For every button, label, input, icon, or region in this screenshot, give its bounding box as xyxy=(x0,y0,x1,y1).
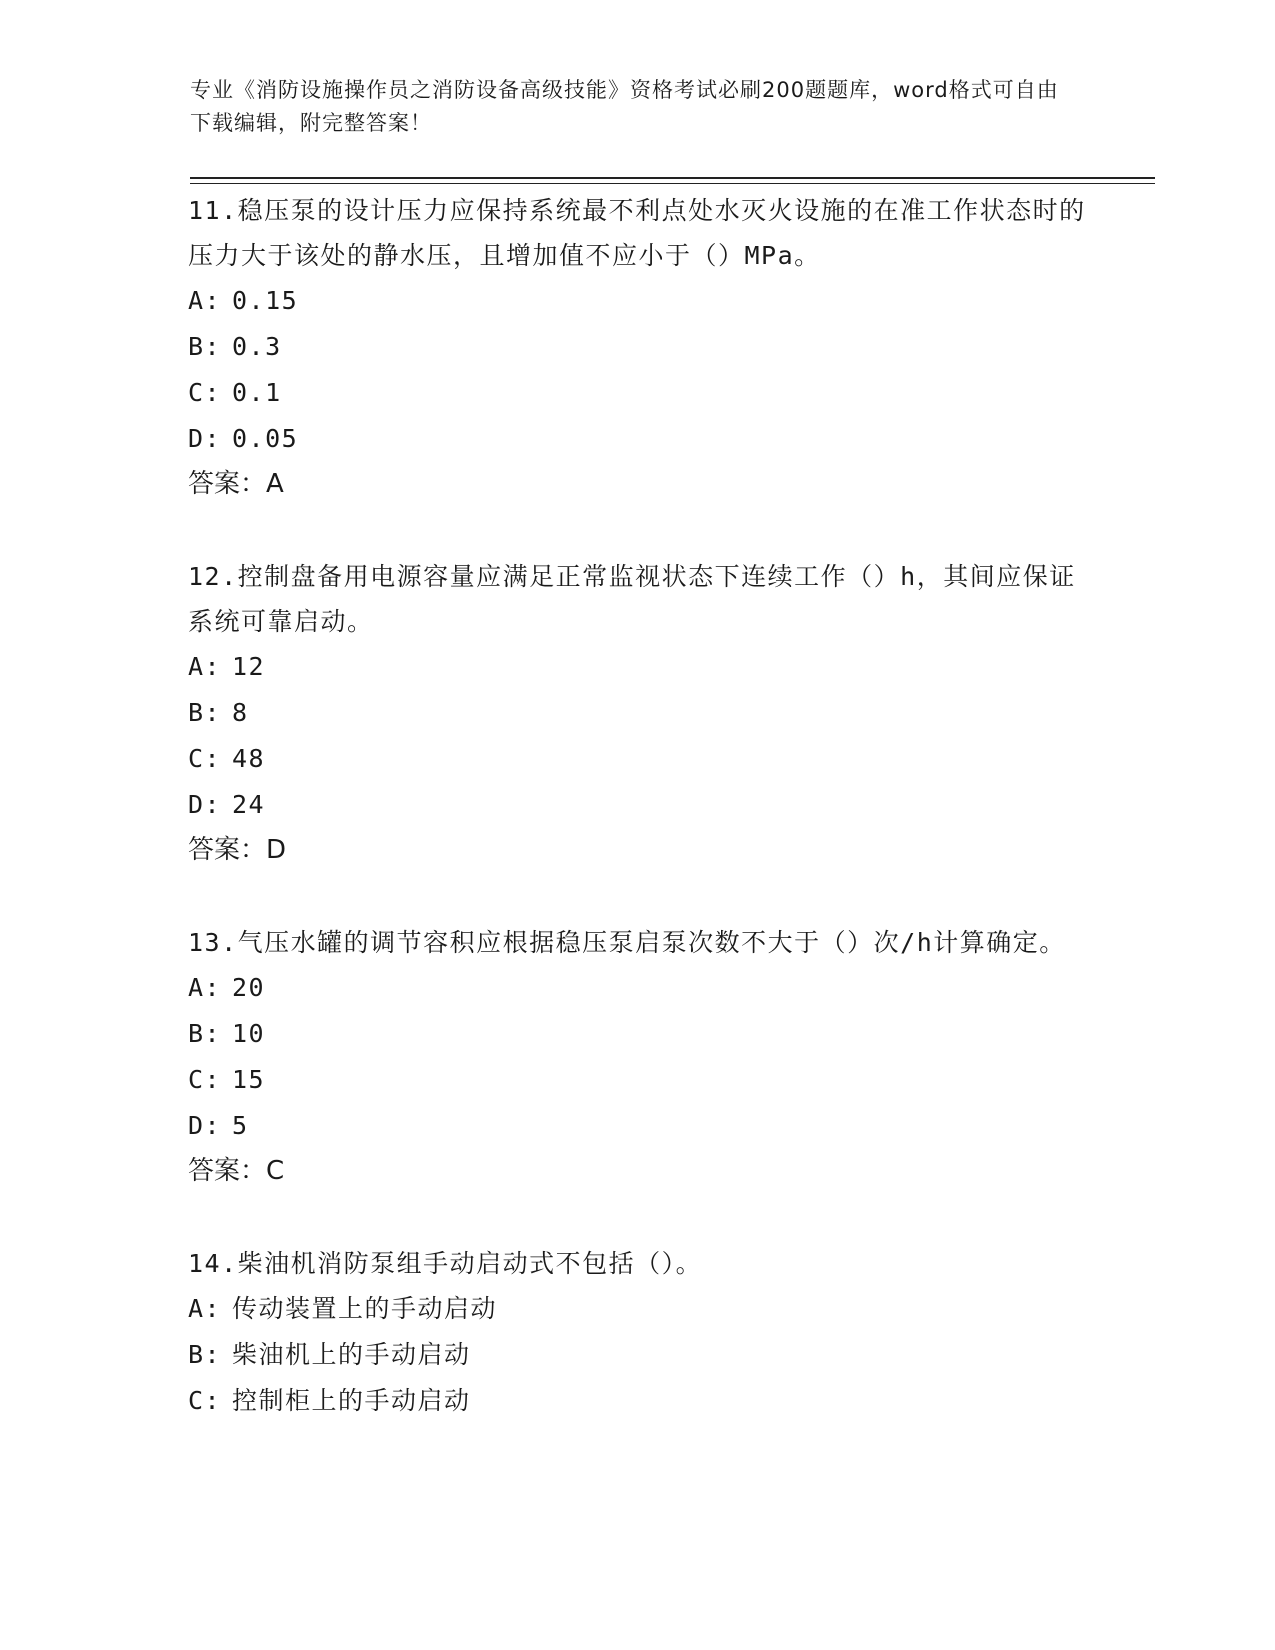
option-key: C: xyxy=(188,1386,222,1415)
option-text: 48 xyxy=(232,744,266,773)
option-c xyxy=(188,370,1088,416)
option-key: B: xyxy=(188,1019,222,1048)
option-b xyxy=(188,1332,1088,1378)
option-c xyxy=(188,1057,1088,1103)
question-stem: 12.控制盘备用电源容量应满足正常监视状态下连续工作（）h，其间应保证系统可靠启动。 xyxy=(188,562,1076,636)
option-d xyxy=(188,782,1088,828)
option-key: B: xyxy=(188,1340,222,1369)
question-11 xyxy=(188,188,1088,506)
option-text: 0.3 xyxy=(232,332,282,361)
option-a xyxy=(188,965,1088,1011)
option-text: 0.05 xyxy=(232,424,299,453)
option-key: A: xyxy=(188,652,222,681)
option-text: 10 xyxy=(232,1019,266,1048)
option-text: 20 xyxy=(232,973,266,1002)
option-key: D: xyxy=(188,790,222,819)
option-text: 8 xyxy=(232,698,249,727)
question-stem: 14.柴油机消防泵组手动启动式不包括（）。 xyxy=(188,1249,703,1278)
option-a xyxy=(188,278,1088,324)
answer-line: 答案：A xyxy=(188,469,284,499)
option-text: 传动装置上的手动启动 xyxy=(232,1294,498,1323)
option-c xyxy=(188,736,1088,782)
question-list xyxy=(188,188,1088,1472)
question-stem: 13.气压水罐的调节容积应根据稳压泵启泵次数不大于（）次/h计算确定。 xyxy=(188,928,1066,957)
option-key: A: xyxy=(188,1294,222,1323)
option-d xyxy=(188,416,1088,462)
option-text: 控制柜上的手动启动 xyxy=(232,1386,471,1415)
option-key: C: xyxy=(188,744,222,773)
question-stem: 11.稳压泵的设计压力应保持系统最不利点处水灭火设施的在准工作状态时的压力大于该处的静水压，且增加值不应小于（）MPa。 xyxy=(188,196,1086,270)
option-b xyxy=(188,690,1088,736)
option-b xyxy=(188,324,1088,370)
answer-line: 答案：D xyxy=(188,835,287,865)
option-text: 柴油机上的手动启动 xyxy=(232,1340,471,1369)
header-divider-thin xyxy=(190,183,1155,184)
option-a xyxy=(188,1286,1088,1332)
option-d xyxy=(188,1103,1088,1149)
option-a xyxy=(188,644,1088,690)
option-key: D: xyxy=(188,424,222,453)
question-12 xyxy=(188,554,1088,872)
option-key: C: xyxy=(188,1065,222,1094)
option-c xyxy=(188,1378,1088,1424)
option-text: 0.15 xyxy=(232,286,299,315)
option-text: 0.1 xyxy=(232,378,282,407)
question-13 xyxy=(188,920,1088,1193)
header-divider-thick xyxy=(190,177,1155,179)
option-key: A: xyxy=(188,973,222,1002)
question-14 xyxy=(188,1241,1088,1424)
answer-line: 答案：C xyxy=(188,1156,285,1186)
document-header: 专业《消防设施操作员之消防设备高级技能》资格考试必刷200题题库，word格式可自由下载编辑，附完整答案！ xyxy=(190,78,1059,135)
option-text: 15 xyxy=(232,1065,266,1094)
option-key: A: xyxy=(188,286,222,315)
option-b xyxy=(188,1011,1088,1057)
option-key: C: xyxy=(188,378,222,407)
option-text: 12 xyxy=(232,652,266,681)
option-key: B: xyxy=(188,698,222,727)
option-text: 24 xyxy=(232,790,266,819)
option-text: 5 xyxy=(232,1111,249,1140)
option-key: B: xyxy=(188,332,222,361)
option-key: D: xyxy=(188,1111,222,1140)
